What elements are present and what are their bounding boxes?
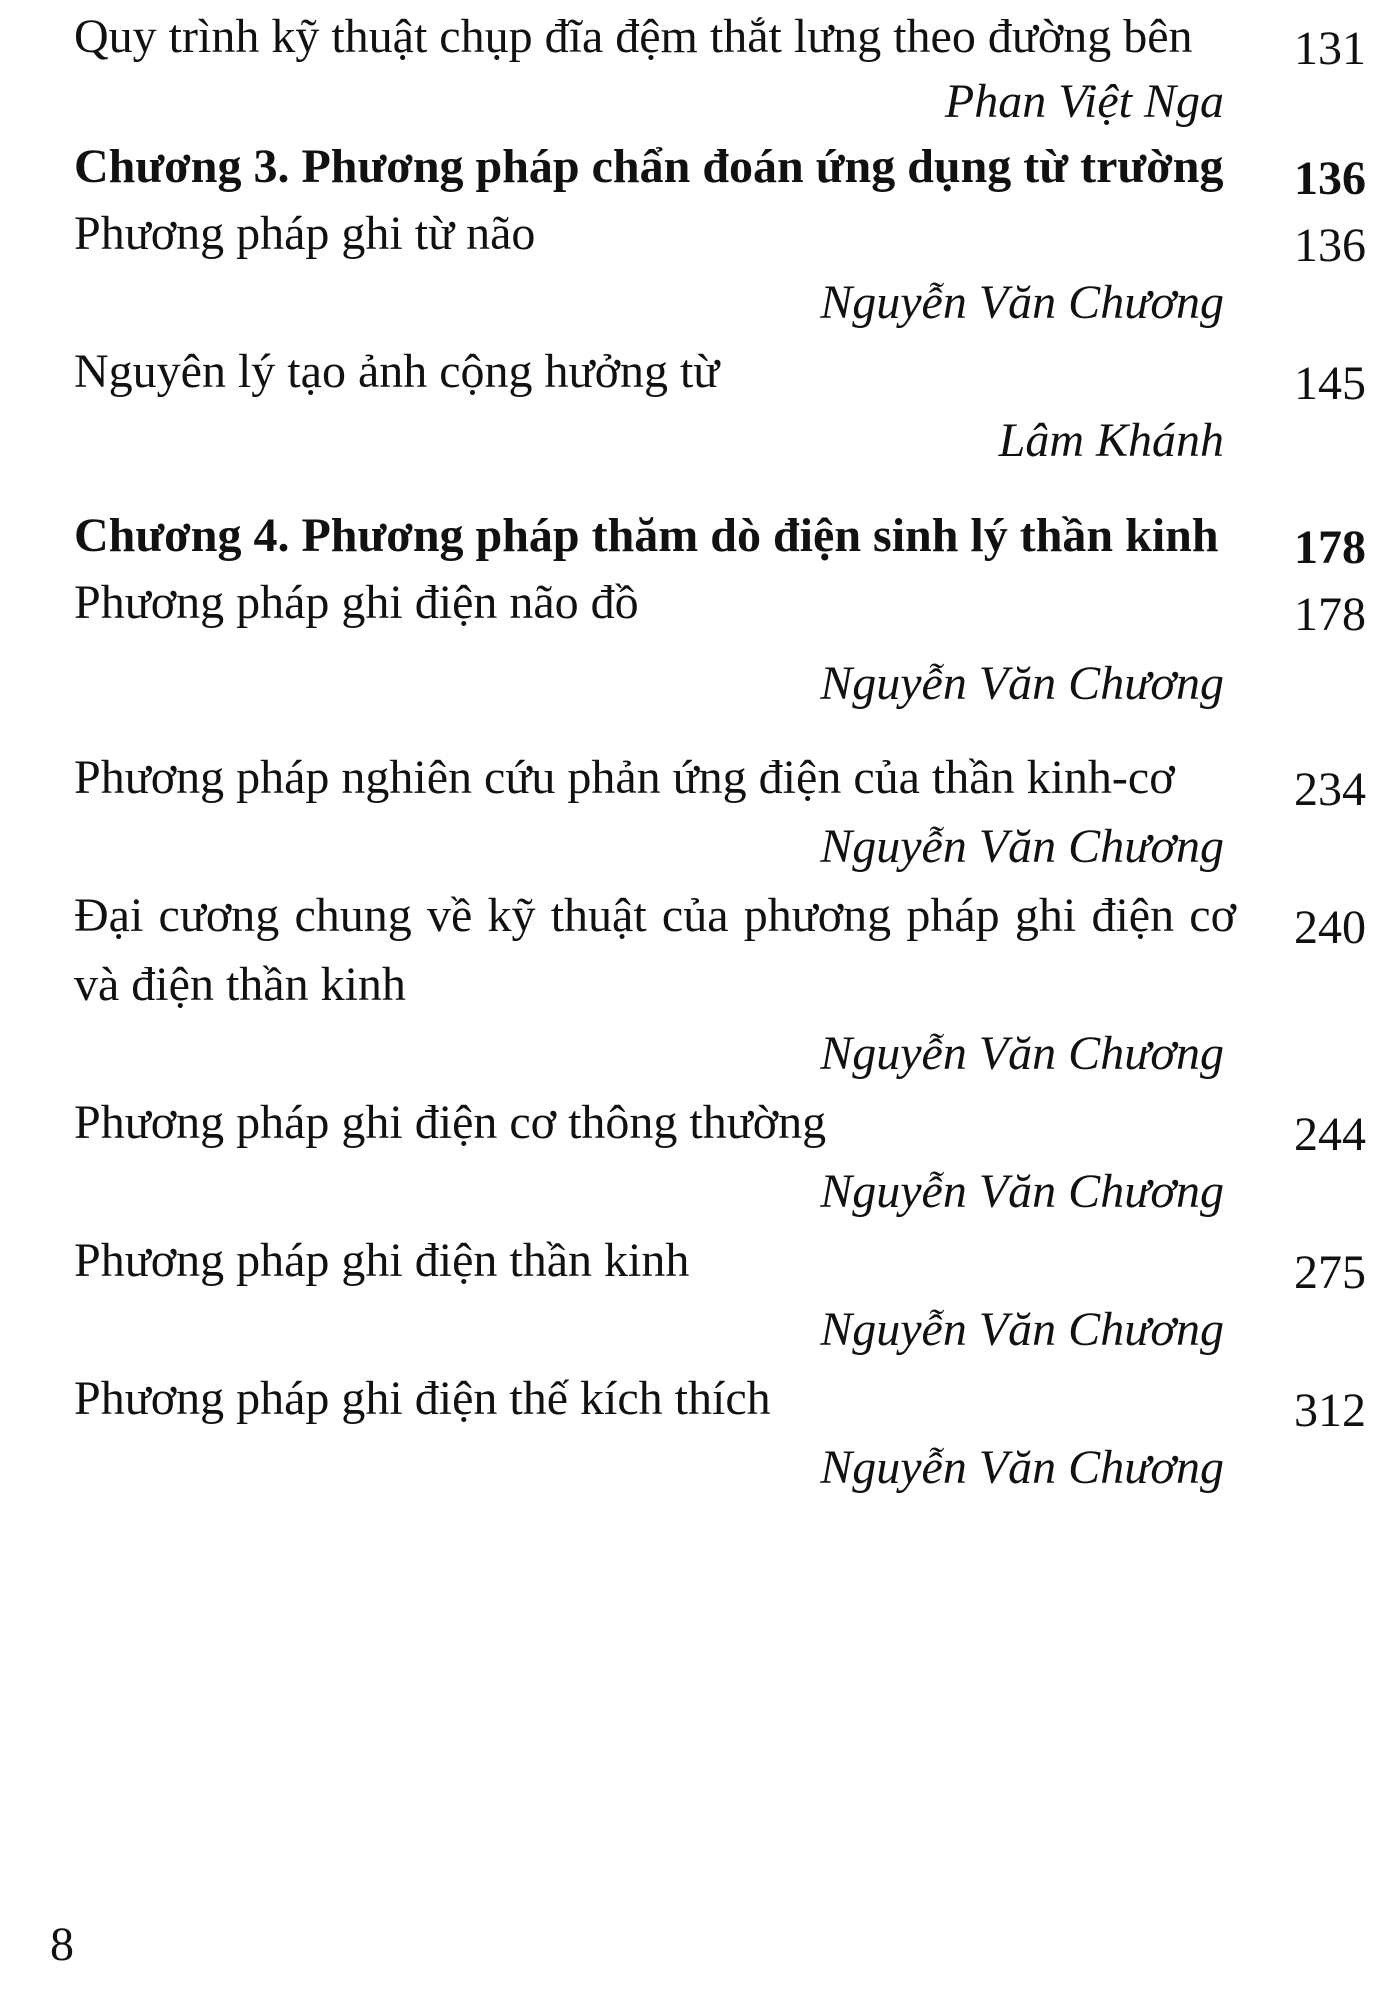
chapter-page-number: 136 (1294, 152, 1366, 205)
chapter-heading (74, 501, 1374, 574)
entry-author: Nguyễn Văn Chương (820, 1165, 1224, 1218)
entry-author: Lâm Khánh (998, 414, 1224, 467)
toc-entry (74, 881, 1374, 1088)
toc-entry (74, 1226, 1374, 1364)
entry-title: Đại cương chung về kỹ thuật của phương pháp ghi điện cơ và điện thần kinh (74, 889, 1236, 1011)
entry-title: Nguyên lý tạo ảnh cộng hưởng từ (74, 345, 720, 398)
entry-author: Nguyễn Văn Chương (820, 1027, 1224, 1080)
entry-page-number: 240 (1294, 901, 1366, 954)
entry-title: Quy trình kỹ thuật chụp đĩa đệm thắt lưng theo đường bên (74, 10, 1193, 63)
entry-title: Phương pháp ghi điện thế kích thích (74, 1372, 771, 1425)
entry-author: Phan Việt Nga (944, 75, 1224, 128)
entry-author: Nguyễn Văn Chương (820, 276, 1224, 329)
entry-page-number: 178 (1294, 588, 1366, 641)
toc-entry (74, 1364, 1374, 1502)
table-of-contents (74, 0, 1374, 1502)
chapter-page-number: 178 (1294, 521, 1366, 574)
entry-title: Phương pháp ghi từ não (74, 207, 536, 260)
entry-page-number: 145 (1294, 357, 1366, 410)
entry-page-number: 131 (1294, 22, 1366, 75)
chapter-title: Chương 3. Phương pháp chẩn đoán ứng dụng từ trường (74, 140, 1224, 193)
toc-entry (74, 2, 1374, 136)
entry-page-number: 136 (1294, 219, 1366, 272)
toc-entry (74, 337, 1374, 475)
entry-page-number: 234 (1294, 763, 1366, 816)
entry-title: Phương pháp ghi điện cơ thông thường (74, 1096, 827, 1149)
entry-page-number: 244 (1294, 1108, 1366, 1161)
entry-author: Nguyễn Văn Chương (820, 820, 1224, 873)
entry-title: Phương pháp nghiên cứu phản ứng điện của thần kinh-cơ (74, 751, 1175, 804)
toc-entry (74, 1088, 1374, 1226)
toc-entry (74, 743, 1374, 881)
chapter-heading (74, 132, 1374, 205)
entry-page-number: 312 (1294, 1384, 1366, 1437)
chapter-title: Chương 4. Phương pháp thăm dò điện sinh lý thần kinh (74, 509, 1219, 562)
entry-page-number: 275 (1294, 1246, 1366, 1299)
entry-title: Phương pháp ghi điện thần kinh (74, 1234, 690, 1287)
toc-entry (74, 568, 1374, 718)
entry-author: Nguyễn Văn Chương (820, 657, 1224, 710)
entry-author: Nguyễn Văn Chương (820, 1303, 1224, 1356)
toc-entry (74, 199, 1374, 337)
entry-author: Nguyễn Văn Chương (820, 1441, 1224, 1494)
entry-title: Phương pháp ghi điện não đồ (74, 576, 639, 629)
page-number: 8 (50, 1918, 74, 1971)
